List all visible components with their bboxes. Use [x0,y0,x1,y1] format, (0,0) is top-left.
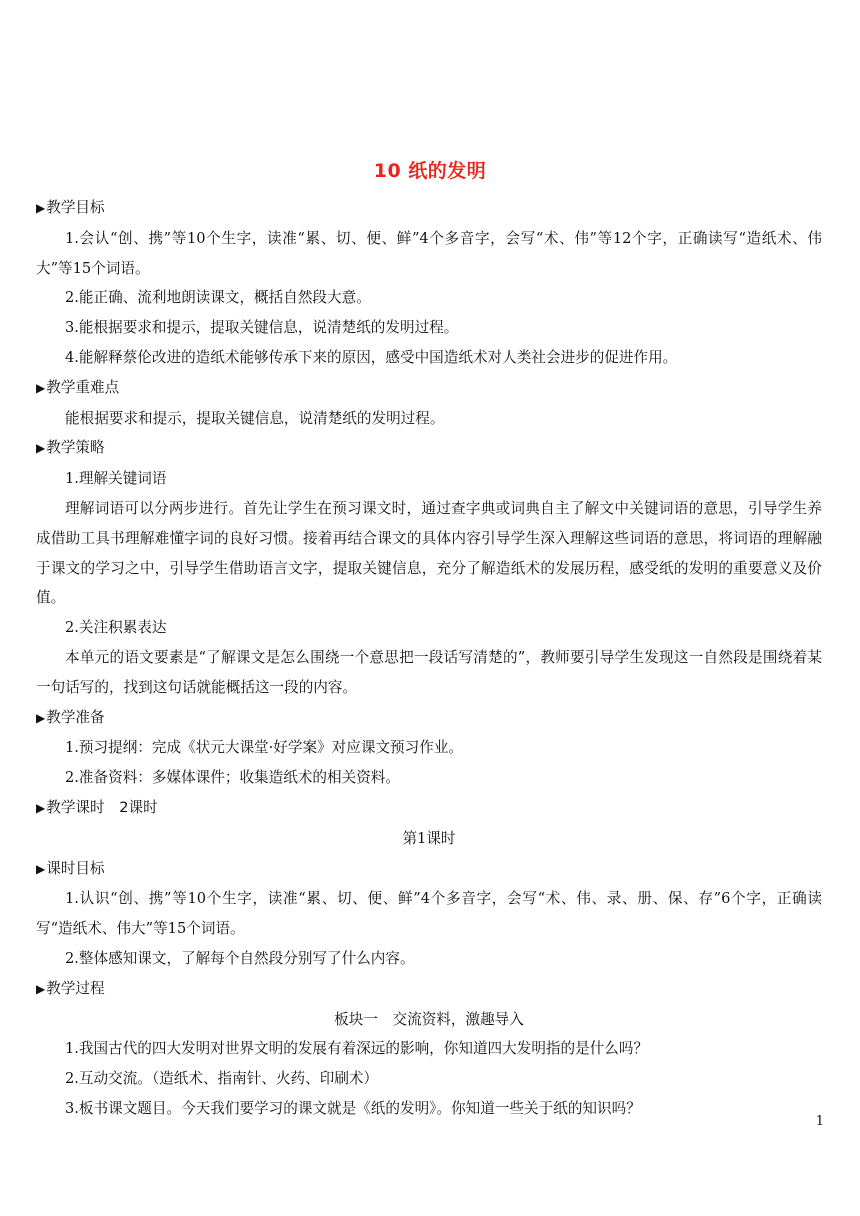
triangle-marker-icon: ▶ [36,981,46,996]
document-title: 10 纸的发明 [373,160,487,182]
prep-item: 2.准备资料：多媒体课件；收集造纸术的相关资料。 [65,769,400,787]
section-heading-prep: ▶教学准备 [36,708,105,726]
process-item: 3.板书课文题目。今天我们要学习的课文就是《纸的发明》。你知道一些关于纸的知识吗？ [65,1099,641,1117]
section-heading-process: ▶教学过程 [36,979,105,997]
triangle-marker-icon: ▶ [36,800,46,815]
triangle-marker-icon: ▶ [36,441,46,456]
triangle-marker-icon: ▶ [36,380,46,395]
triangle-marker-icon: ▶ [36,710,46,725]
process-item: 1.我国古代的四大发明对世界文明的发展有着深远的影响，你知道四大发明指的是什么吗？ [65,1040,649,1058]
goal-item: 4.能解释蔡伦改进的造纸术能够传承下来的原因，感受中国造纸术对人类社会进步的促进作用。 [65,348,678,366]
goal-item: 1.会认“创、携”等10个生字，读准“累、切、便、鲜”4个多音字，会写“术、伟”等12个字，正确读写“造纸术、伟大”等15个词语。 [36,229,822,277]
document-body [36,193,822,1124]
page-number: 1 [815,1114,824,1129]
prep-item: 1.预习提纲：完成《状元大课堂·好学案》对应课文预习作业。 [65,739,464,757]
keypoints-text: 能根据要求和提示，提取关键信息，说清楚纸的发明过程。 [65,409,445,427]
block-title: 板块一 交流资料，激趣导入 [334,1010,524,1028]
lesson-goal-item: 1.认识“创、携”等10个生字，读准“累、切、便、鲜”4个多音字，会写“术、伟、录、册、保、存”6个字，正确读写“造纸术、伟大”等15个词语。 [36,890,822,938]
strategy-subheading: 2.关注积累表达 [65,619,167,637]
goal-item: 3.能根据要求和提示，提取关键信息，说清楚纸的发明过程。 [65,319,459,337]
strategy-subheading: 1.理解关键词语 [65,470,167,488]
process-item: 2.互动交流。（造纸术、指南针、火药、印刷术） [65,1070,379,1088]
triangle-marker-icon: ▶ [36,201,46,215]
section-heading-hours: ▶教学课时 2课时 [36,798,158,816]
goal-item: 2.能正确、流利地朗读课文，概括自然段大意。 [65,289,371,307]
section-heading-goals: ▶教学目标 [36,199,105,216]
lesson-goal-item: 2.整体感知课文，了解每个自然段分别写了什么内容。 [65,949,415,967]
strategy-paragraph: 理解词语可以分两步进行。首先让学生在预习课文时，通过查字典或词典自主了解文中关键词语的意思，引导学生养成借助工具书理解难懂字词的良好习惯。接着再结合课文的具体内容引导学生深入理解这些词语的意思，将词语的理解融于课文的学习之中，引导学生借助语言文字，提取关键信息，充分了解造纸术的发展历程，感受纸的发明的重要意义及价值。 [36,499,822,607]
lesson-title: 第1课时 [402,829,456,847]
section-heading-strategy: ▶教学策略 [36,439,105,457]
triangle-marker-icon: ▶ [36,861,46,876]
section-heading-keypoints: ▶教学重难点 [36,378,120,396]
strategy-paragraph: 本单元的语文要素是“了解课文是怎么围绕一个意思把一段话写清楚的”，教师要引导学生发现这一自然段是围绕着某一句话写的，找到这句话就能概括这一段的内容。 [36,648,822,696]
section-heading-lesson-goals: ▶课时目标 [36,859,105,877]
